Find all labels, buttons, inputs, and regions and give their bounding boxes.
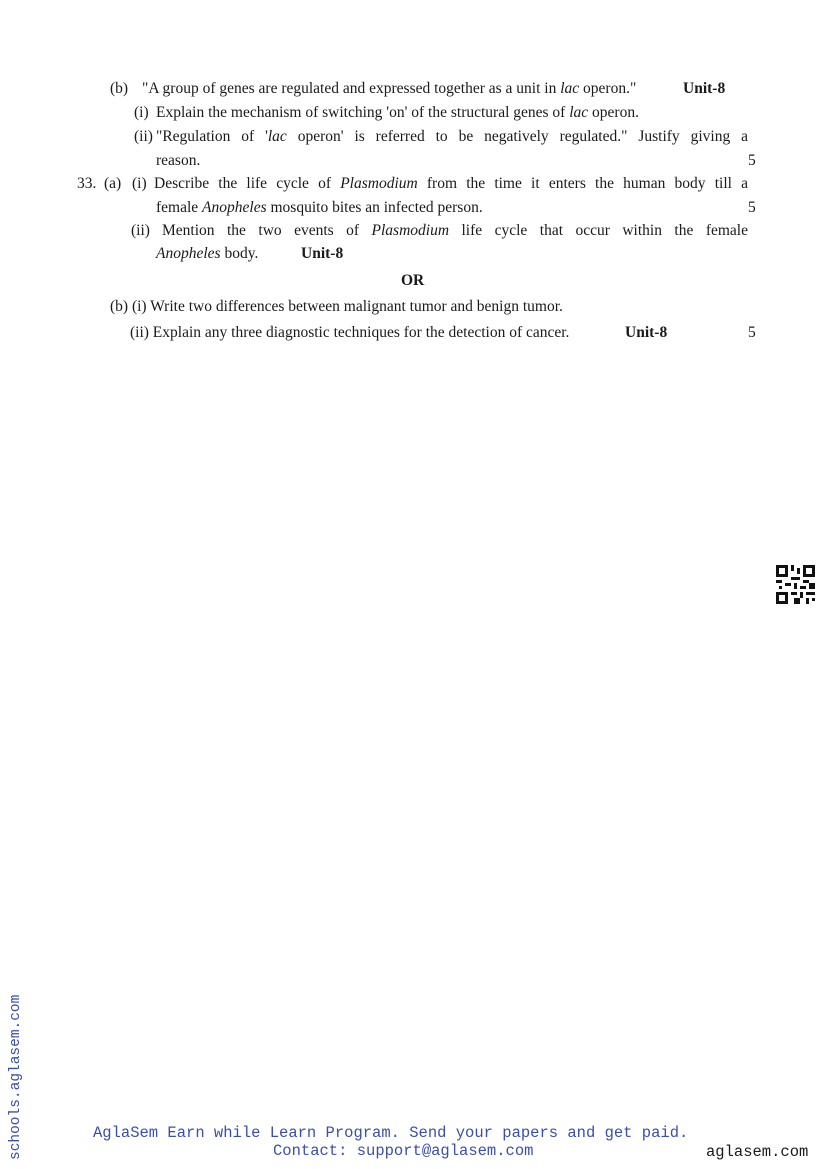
q33a-ii-post: life cycle that occur within the female bbox=[449, 222, 748, 239]
q32b-ii-post: operon' is referred to be negatively regulated." Justify giving a bbox=[286, 128, 748, 145]
q32b-quote-pre: "A group of genes are regulated and expressed together as a unit in bbox=[142, 80, 561, 97]
q33a-ii-plasmodium: Plasmodium bbox=[371, 222, 450, 239]
q33a-i-text bbox=[154, 175, 748, 193]
q33b-i: (i) Write two differences between malignant tumor and benign tumor. bbox=[131, 298, 563, 315]
or-separator: OR bbox=[401, 272, 425, 289]
q33a-i-line2-pre: female bbox=[156, 199, 203, 216]
q33a-i-plasmodium: Plasmodium bbox=[340, 175, 418, 192]
q33a-i-line2 bbox=[156, 199, 483, 217]
qr-code-icon bbox=[776, 565, 815, 604]
q32b-i-label: (i) bbox=[134, 104, 149, 121]
q32b-ii-line2: reason. bbox=[156, 152, 201, 169]
q33a-i-line2-anopheles: Anopheles bbox=[202, 199, 267, 216]
q33b-label: (b) bbox=[110, 298, 129, 315]
q33a-ii-text bbox=[162, 222, 748, 240]
q32b-ii-text bbox=[156, 128, 748, 146]
q33a-label: (a) bbox=[104, 175, 122, 192]
q32b-i-text bbox=[156, 104, 639, 122]
q33a-ii-pre: Mention the two events of bbox=[162, 222, 372, 239]
q32b-ii-lac: lac bbox=[267, 128, 287, 145]
footer-contact: Contact: support@aglasem.com bbox=[273, 1142, 534, 1160]
q33a-i-pre: Describe the life cycle of bbox=[154, 175, 341, 192]
q33b-marks: 5 bbox=[748, 324, 756, 341]
q32b-marks: 5 bbox=[748, 152, 756, 169]
q33a-ii-unit: Unit-8 bbox=[301, 245, 344, 262]
q33a-ii-line2-post: body. bbox=[220, 245, 259, 262]
q33b-ii-text: (ii) Explain any three diagnostic techniques for the detection of cancer. bbox=[130, 324, 570, 341]
q32b-quote-post: operon." bbox=[579, 80, 637, 97]
q32b-statement bbox=[142, 80, 636, 98]
q33a-ii-line2-anopheles: Anopheles bbox=[156, 245, 221, 262]
q32b-i-post: operon. bbox=[588, 104, 639, 121]
q32b-i-lac: lac bbox=[569, 104, 589, 121]
q33a-i-line2-post: mosquito bites an infected person. bbox=[266, 199, 483, 216]
q33a-i-label: (i) bbox=[132, 175, 147, 192]
side-watermark: schools.aglasem.com bbox=[8, 994, 24, 1160]
q33b-i-text bbox=[110, 298, 563, 316]
q33a-i-post: from the time it enters the human body till a bbox=[417, 175, 749, 192]
q33a-ii-label: (ii) bbox=[131, 222, 150, 239]
q33a-ii-line2 bbox=[156, 245, 258, 263]
q33-number: 33. bbox=[77, 175, 97, 192]
q33b-unit: Unit-8 bbox=[625, 324, 668, 341]
q32b-quote-lac: lac bbox=[560, 80, 580, 97]
q32b-ii-pre: "Regulation of ' bbox=[156, 128, 268, 145]
footer-site: aglasem.com bbox=[706, 1143, 809, 1161]
q32b-ii-label: (ii) bbox=[134, 128, 153, 145]
q32b-unit: Unit-8 bbox=[683, 80, 726, 97]
q32b-i-pre: Explain the mechanism of switching 'on' of the structural genes of bbox=[156, 104, 570, 121]
q33a-i-marks: 5 bbox=[748, 199, 756, 216]
q32b-label: (b) bbox=[110, 80, 129, 97]
footer-line1: AglaSem Earn while Learn Program. Send your papers and get paid. bbox=[93, 1124, 689, 1142]
